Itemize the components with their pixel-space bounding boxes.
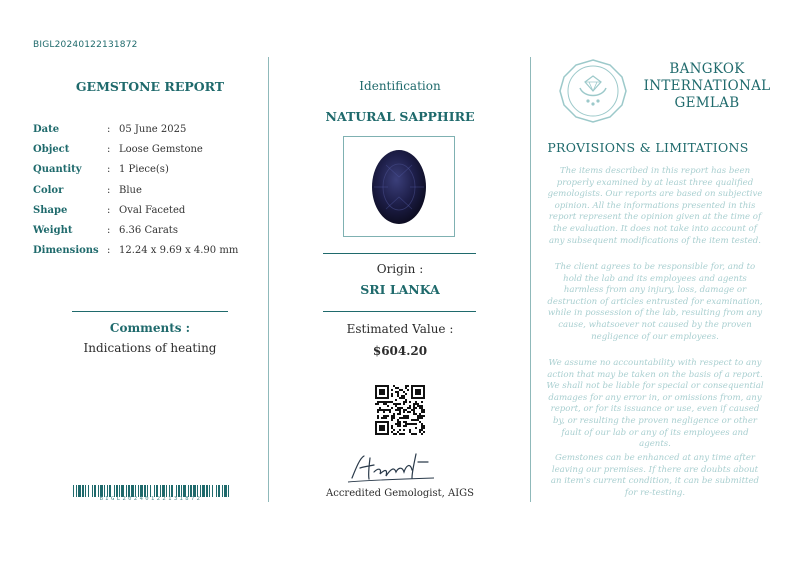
estimated-value-label: Estimated Value : xyxy=(346,322,454,336)
detail-label: Color xyxy=(33,184,64,196)
lab-name xyxy=(642,61,772,112)
detail-value: Blue xyxy=(119,184,142,196)
gemologist-signature xyxy=(342,448,442,486)
detail-label: Dimensions xyxy=(33,245,99,257)
detail-label: Quantity xyxy=(33,164,82,176)
detail-value: 05 June 2025 xyxy=(119,123,187,135)
detail-row-color xyxy=(33,180,238,200)
value-divider xyxy=(323,311,476,312)
gemstone-photo-frame xyxy=(343,136,455,237)
detail-label: Shape xyxy=(33,204,68,216)
detail-separator: : xyxy=(107,143,111,155)
detail-label: Object xyxy=(33,143,70,155)
origin-divider xyxy=(323,253,476,254)
detail-separator: : xyxy=(107,204,111,216)
origin-label: Origin : xyxy=(376,262,424,276)
provisions-paragraph-4: Gemstones can be enhanced at any time after leaving our premises. If there are doubts about an item's current condition, it can be submitted for re-testing. xyxy=(550,453,760,498)
detail-row-quantity xyxy=(33,160,238,180)
provisions-paragraph-2: The client agrees to be responsible for, and to hold the lab and its employees and agents harmless from any injury, loss, damage or destruction of articles entrusted for examination, while in possession of the lab, resulting from any cause, whatsoever not caused by the proven negligence of our employees. xyxy=(547,262,763,342)
detail-separator: : xyxy=(107,164,111,176)
provisions-title: PROVISIONS & LIMITATIONS xyxy=(547,140,749,155)
detail-value: 6.36 Carats xyxy=(119,225,178,237)
barcode-text: BIGL20240122131872 xyxy=(99,496,203,502)
detail-row-weight xyxy=(33,220,238,240)
comments-text: Indications of heating xyxy=(83,341,217,355)
detail-value: Oval Faceted xyxy=(119,204,186,216)
column-divider-left xyxy=(268,57,269,502)
report-number: BIGL20240122131872 xyxy=(33,40,138,50)
detail-separator: : xyxy=(107,123,111,135)
detail-separator: : xyxy=(107,225,111,237)
identification-label: Identification xyxy=(359,79,441,93)
detail-value: 1 Piece(s) xyxy=(119,164,169,176)
qr-code xyxy=(375,385,425,435)
column-divider-right xyxy=(530,57,531,502)
detail-value: 12.24 x 9.69 x 4.90 mm xyxy=(119,245,239,257)
lab-name-line: GEMLAB xyxy=(674,95,740,111)
gemstone-image xyxy=(344,137,454,236)
detail-label: Weight xyxy=(33,225,73,237)
provisions-paragraph-3: We assume no accountability with respect to any action that may be taken on the basis of a report. We shall not be liable for special or consequential damages for any error in, or omissions from, any report, or for its issuance or use, even if caused by, or resulting the proven negligence or other fault of our lab or any of its employees and agents. xyxy=(546,358,764,450)
gemlab-seal-logo xyxy=(558,58,628,124)
detail-separator: : xyxy=(107,184,111,196)
comments-divider xyxy=(72,311,228,312)
detail-row-date xyxy=(33,119,238,139)
identification-value: NATURAL SAPPHIRE xyxy=(325,109,475,124)
detail-row-object xyxy=(33,139,238,159)
estimated-value-amount: $604.20 xyxy=(372,344,428,358)
detail-separator: : xyxy=(107,245,111,257)
detail-row-shape xyxy=(33,200,238,220)
detail-row-dimensions xyxy=(33,241,238,261)
detail-label: Date xyxy=(33,123,60,135)
comments-title: Comments : xyxy=(109,321,191,335)
detail-value: Loose Gemstone xyxy=(119,143,203,155)
origin-value: SRI LANKA xyxy=(360,282,440,297)
details-table xyxy=(33,119,238,261)
signature-caption: Accredited Gemologist, AIGS xyxy=(326,488,474,499)
provisions-paragraph-1: The items described in this report has been properly examined by at least three qualified gemologists. Our reports are based on subjective opinion. All the informations presented in this report represent the opinion given at the time of the evaluation. It does not take into account of any subsequent modifications of the item tested. xyxy=(547,166,763,246)
lab-name-line: INTERNATIONAL xyxy=(643,78,771,94)
report-title: GEMSTONE REPORT xyxy=(75,79,225,94)
lab-name-line: BANGKOK xyxy=(669,61,745,77)
